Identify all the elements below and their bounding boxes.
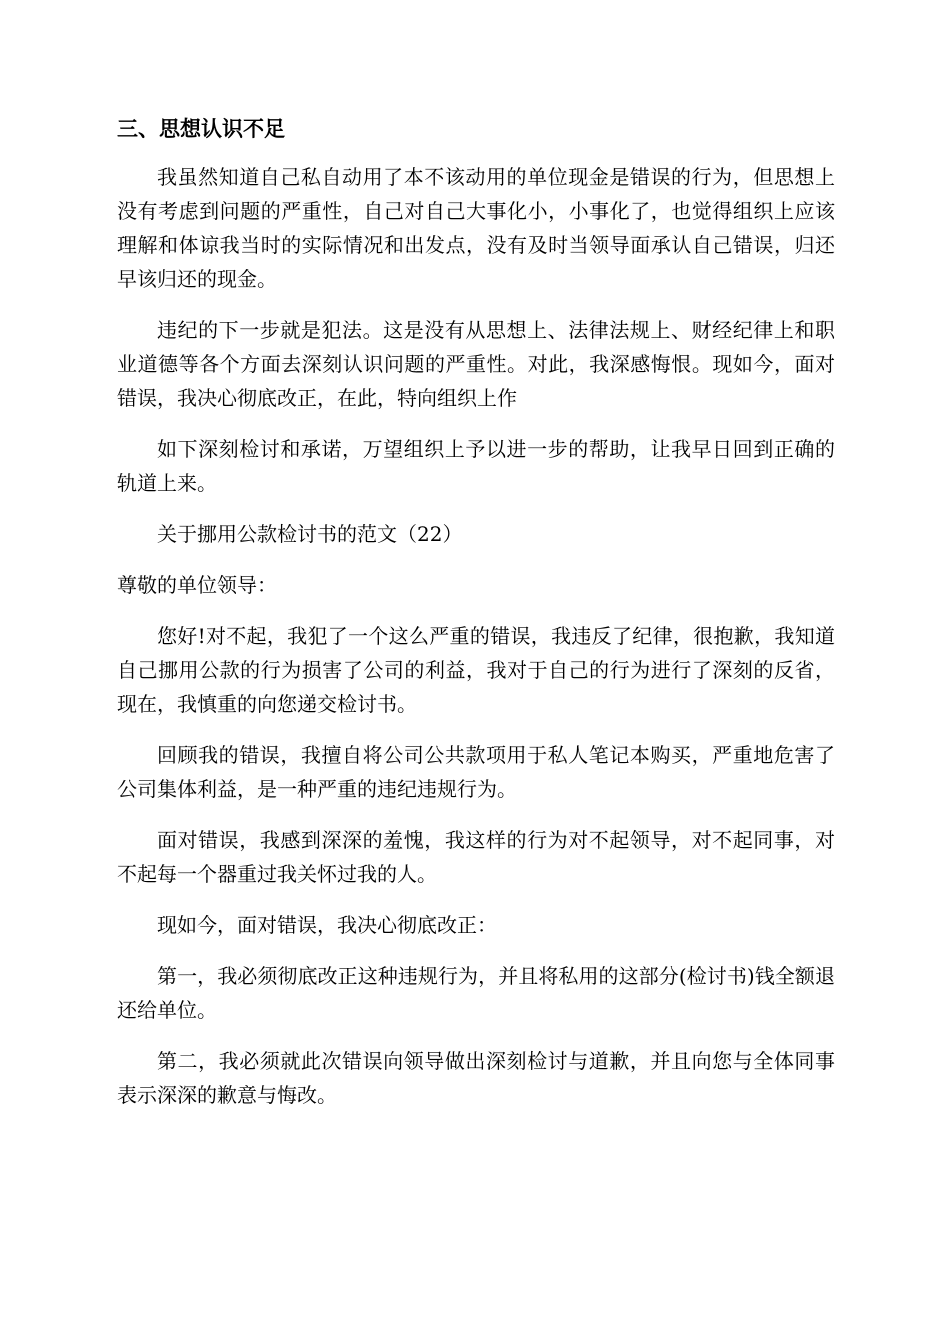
paragraph-discipline: 违纪的下一步就是犯法。这是没有从思想上、法律法规上、财经纪律上和职业道德等各个方面去深刻认识问题的严重性。对此，我深感悔恨。现如今，面对错误，我决心彻底改正，在此，特向组织上作 xyxy=(117,318,835,410)
paragraph-review: 回顾我的错误，我擅自将公司公共款项用于私人笔记本购买，严重地危害了公司集体利益，是一种严重的违纪违规行为。 xyxy=(117,743,835,801)
section-heading: 三、思想认识不足 xyxy=(117,117,285,141)
paragraph-thought-awareness: 我虽然知道自己私自动用了本不该动用的单位现金是错误的行为，但思想上没有考虑到问题的严重性，自己对自己大事化小，小事化了，也觉得组织上应该理解和体谅我当时的实际情况和出发点，没有及时当领导面承认自己错误，归还早该归还的现金。 xyxy=(117,165,835,291)
paragraph-resolve: 现如今，面对错误，我决心彻底改正： xyxy=(157,913,497,937)
paragraph-shame: 面对错误，我感到深深的羞愧，我这样的行为对不起领导，对不起同事，对不起每一个器重过我关怀过我的人。 xyxy=(117,828,835,886)
paragraph-commitment: 如下深刻检讨和承诺，万望组织上予以进一步的帮助，让我早日回到正确的轨道上来。 xyxy=(117,437,835,495)
salutation: 尊敬的单位领导： xyxy=(117,573,277,597)
paragraph-first-point: 第一，我必须彻底改正这种违规行为，并且将私用的这部分(检讨书)钱全额退还给单位。 xyxy=(117,964,835,1022)
paragraph-second-point: 第二，我必须就此次错误向领导做出深刻检讨与道歉，并且向您与全体同事表示深深的歉意与悔改。 xyxy=(117,1049,835,1107)
paragraph-apology: 您好!对不起，我犯了一个这么严重的错误，我违反了纪律，很抱歉，我知道自己挪用公款的行为损害了公司的利益，我对于自己的行为进行了深刻的反省，现在，我慎重的向您递交检讨书。 xyxy=(117,624,835,716)
sample-title: 关于挪用公款检讨书的范文（22） xyxy=(157,522,463,546)
document-body xyxy=(117,112,835,1129)
